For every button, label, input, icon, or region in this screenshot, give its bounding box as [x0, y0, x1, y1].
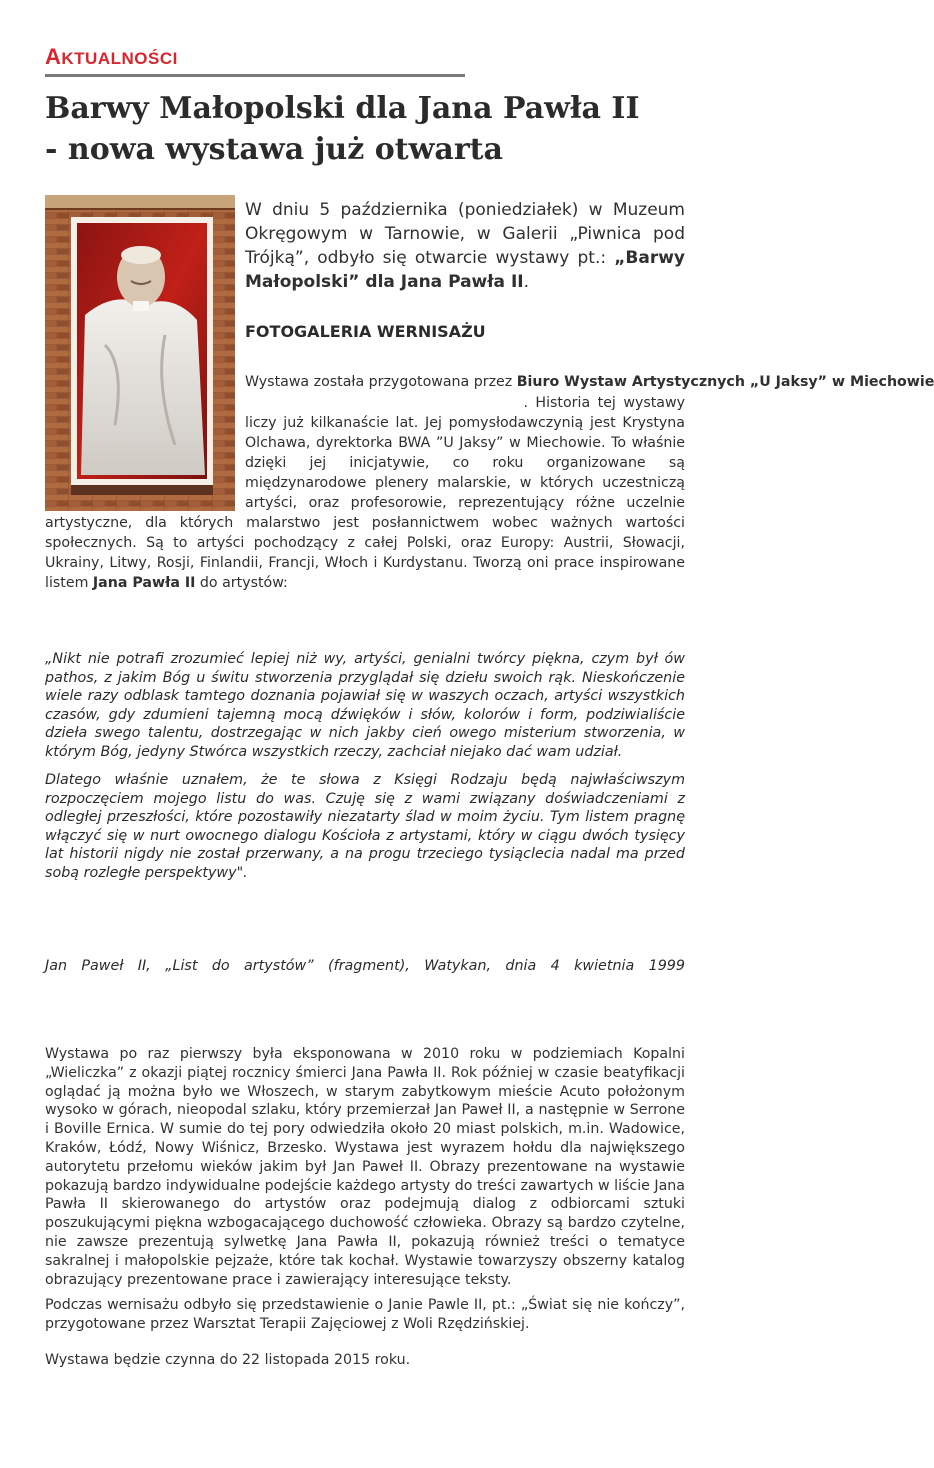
- organizer-name: Biuro Wystaw Artystycznych „U Jaksy” w Miechowie: [516, 374, 934, 390]
- exhibition-title: „Barwy Małopolski” dla Jana Pawła II: [245, 248, 685, 292]
- closing-date: Wystawa będzie czynna do 22 listopada 2015 roku.: [45, 1351, 411, 1368]
- section-divider: [45, 74, 465, 77]
- article-tail: do artystów:: [195, 575, 288, 591]
- quote-paragraph-2: Dlatego właśnie uznałem, że te słowa z Księgi Rodzaju będą najwłaściwszym rozpoczęciem mojego listu do was. Czuję się z wami związany doświadczeniami z odległej przeszłości, które pozostawiły niezatarty ślad w moim życiu. Tym listem pragnę włączyć się w nurt owocnego dialogu Kościoła z artystami, który w ciągu dwóch tysięcy lat historii nigdy nie został przerwany, a na progu trzeciego tysiąclecia nadal ma przed sobą rozległe perspektywy".: [45, 772, 685, 881]
- section-label-rest: KTUALNOŚCI: [61, 49, 178, 68]
- article-headline: [45, 88, 705, 170]
- article-history: . Historia tej wystawy liczy już kilkanaście lat. Jej pomysłodawczynią jest Krystyna Olchawa, dyrektorka BWA ”U Jaksy” w Miechowie. To właśnie dzięki jej inicjatywie, co roku organizowane są międzynarodowe plenery malarskie, w których uczestniczą artyści, oraz profesorowie, reprezentujący różne uczelnie artystyczne, dla których malarstwo jest posłannictwem wobec ważnych wartości społecznych. Są to artyści pochodzący z całej Polski, oraz Europy: Austrii, Słowacji, Ukrainy, Litwy, Rosji, Finlandii, Francji, Włoch i Kurdystanu. Tworzą oni prace inspirowane listem: [45, 395, 685, 591]
- article-line: Wystawa została przygotowana przez Biuro Wystaw Artystycznych „U Jaksy” w Miechowie: [245, 374, 934, 390]
- intro-end: .: [523, 272, 530, 292]
- headline-line-2: - nowa wystawa już otwarta: [45, 132, 503, 167]
- section-label-initial: A: [45, 44, 62, 69]
- description-paragraph-2: Podczas wernisażu odbyło się przedstawienie o Janie Pawle II, pt.: „Świat się nie kończy”, przygotowane przez Warsztat Terapii Zajęciowej z Woli Rzędzińskiej.: [45, 1297, 685, 1333]
- photo-spacer: [45, 373, 245, 513]
- gallery-heading-link[interactable]: FOTOGALERIA WERNISAŻU: [245, 322, 486, 341]
- intro-text: W dniu 5 października (poniedziałek) w Muzeum Okręgowym w Tarnowie, w Galerii „Piwnica pod Trójką”, odbyło się otwarcie wystawy pt.:: [245, 200, 685, 268]
- headline-line-1: Barwy Małopolski dla Jana Pawła II: [45, 91, 640, 126]
- description-paragraph-1: Wystawa po raz pierwszy była eksponowana w 2010 roku w podziemiach Kopalni „Wieliczka” z okazji piątej rocznicy śmierci Jana Pawła II. Rok później w czasie beatyfikacji oglądać ją można było we Włoszech, w starym zabytkowym mieście Acuto położonym wysoko w górach, nieopodal szlaku, który przemierzał Jan Paweł II, a następnie w Serrone i Boville Ernica. W sumie do tej pory odwiedziła około 20 miast polskich, m.in. Wadowice, Kraków, Łódź, Nowy Wiśnicz, Brzesko. Wystawa jest wyrazem hołdu dla największego autorytetu przełomu wieków jakim był Jan Paweł II. Obrazy prezentowane na wystawie pokazują bardzo indywidualne podejście każdego artysty do treści zawartych w liście Jana Pawła II skierowanego do artystów oraz podejmują dialog z odbiorcami sztuki poszukującymi piękna wzbogacającego duchowość człowieka. Obrazy są bardzo czytelne, nie zawsze prezentują sylwetkę Jana Pawła II, pokazują również treści o tematyce sakralnej i małopolskie pejzaże, które tak kochał. Wystawie towarzyszy obszerny katalog obrazujący prezentowane prace i zawierający interesujące teksty.: [45, 1046, 685, 1288]
- section-label: [45, 44, 178, 70]
- quote-signature: Jan Paweł II, „List do artystów” (fragment), Watykan, dnia 4 kwietnia 1999: [45, 958, 685, 974]
- exhibition-description: [45, 1045, 685, 1377]
- quote-block: [45, 650, 685, 892]
- quote-paragraph-1: „Nikt nie potrafi zrozumieć lepiej niż wy, artyści, genialni twórcy piękna, czym był ów pathos, z jakim Bóg u świtu stworzenia przyglądał się dziełu swoich rąk. Nieskończenie wiele razy odblask tamtego doznania pojawiał się w waszych oczach, artyści wszystkich czasów, gdy zdumieni tajemną mocą dźwięków i słów, kolorów i form, podziwialiście dzieła swego talentu, dostrzegając w nich jakby cień owego misterium stworzenia, w którym Bóg, jedyny Stwórca wszystkich rzeczy, zachciał niejako dać wam udział.: [45, 651, 685, 760]
- pope-name: Jana Pawła II: [92, 575, 196, 591]
- intro-paragraph: [245, 198, 685, 294]
